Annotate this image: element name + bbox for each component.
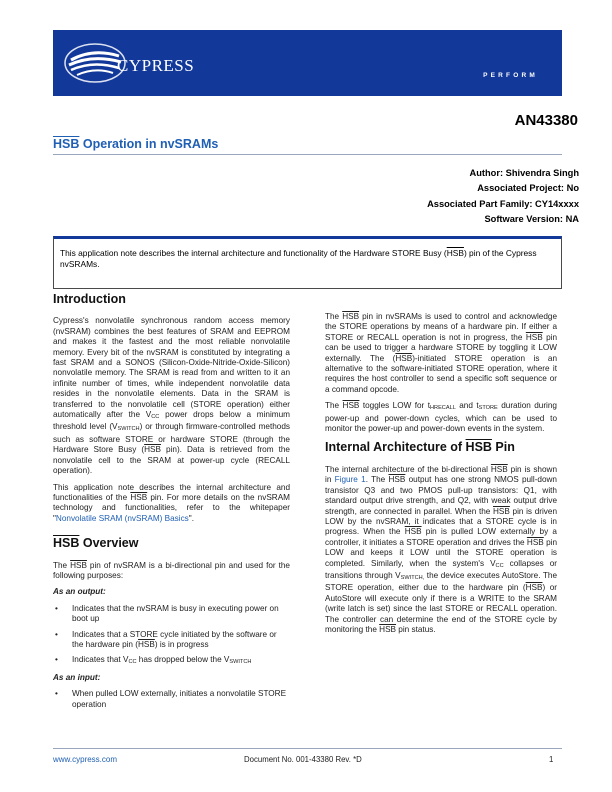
abstract-box <box>53 236 562 289</box>
footer-website-link[interactable]: www.cypress.com <box>53 755 118 764</box>
right-paragraph-2: The $\overline{HSB}$ toggles LOW for tHRECALL and tSTORE duration during power-up and power-down cycles, which can be used to monitor the power-up and power-down events in the system. <box>325 401 557 434</box>
app-note-number: AN43380 <box>514 112 578 129</box>
intro-paragraph-2: This application note describes the internal architecture and functionalities of the $\overline{HSB}$ pin. For more details on the nvSRAM technology and functionalities, refer to the whitepaper "Nonvolatile SRAM (nvSRAM) Basics". <box>53 482 290 523</box>
associated-part-family: Associated Part Family: CY14xxxx <box>427 198 579 209</box>
internal-architecture-heading: Internal Architecture of HSB Pin <box>325 440 515 455</box>
nvsram-basics-link[interactable]: Nonvolatile SRAM (nvSRAM) Basics <box>55 513 189 523</box>
overview-paragraph: The $\overline{HSB}$ pin of nvSRAM is a bi-directional pin and used for the following purposes: <box>53 560 290 580</box>
as-output-label: As an output: <box>53 587 106 597</box>
footer-document-number: Document No. 001-43380 Rev. *D <box>244 755 362 764</box>
abstract-hsb: $\overline{HSB}$ <box>446 248 464 258</box>
intro-paragraph-1: Cypress's nonvolatile synchronous random access memory (nvSRAM) combines the best features of SRAM and EEPROM and makes it the fastest and the most reliable nonvolatile memory. Every bit of the nvSRAM is constituted by integrating a fast SRAM and a SONOS (Silicon-Oxide-Nitride-Oxide-Silicon) nonvolatile memory. The SRAM is read from and written to it an infinite number of times, while independent nonvolatile data resides in the nonvolatile elements. Data in the SRAM is transferred to the nonvolatile cell (STORE operation) either automatically after the VCC power drops below a minimum threshold level (VSWITCH) or through firmware-controlled methods such as software STORE or hardware STORE (through the Hardware Store Busy ($\overline{HSB}$ pin). Data is retrieved from the nonvolatile cell to the SRAM at power-up cycle (RECALL operation). <box>53 316 290 476</box>
footer-divider <box>53 748 562 749</box>
input-list <box>53 689 290 710</box>
author-block <box>427 166 579 227</box>
page-number: 1 <box>549 755 554 764</box>
as-input-label: As an input: <box>53 672 101 682</box>
overview-heading: HSB Overview <box>53 536 139 551</box>
header-banner <box>53 30 562 96</box>
list-item: • Indicates that VCC has dropped below the VSWITCH <box>53 655 290 667</box>
output-list <box>53 604 290 668</box>
abstract-text-2: ) pin of the Cypress nvSRAMs. <box>60 248 537 269</box>
abstract-text-1: This application note describes the internal architecture and functionality of the Hardware STORE Busy ( <box>60 248 447 258</box>
list-item: • Indicates that a STORE cycle initiated by the software or the hardware pin $(\overline{HSB})$ is in progress <box>53 630 290 651</box>
document-title <box>53 137 218 151</box>
right-paragraph-1: The $\overline{HSB}$ pin in nvSRAMs is used to control and acknowledge the STORE operations by means of a hardware pin. If either a STORE or RECALL operation is not in progress, the $\overline{HSB}$ pin can be used to trigger a hardware STORE by toggling it LOW externally. The $(\overline{HSB})$-initiated STORE operation is an alternative to the software-initiated STORE operation, where it requires the host controller to send a specific soft sequence or a command opcode. <box>325 312 557 394</box>
tagline: PERFORM <box>483 72 538 79</box>
right-column <box>325 312 557 641</box>
figure-1-link[interactable]: Figure 1 <box>334 475 366 485</box>
title-rest: Operation in nvSRAMs <box>79 137 219 151</box>
list-item: • Indicates that the nvSRAM is busy in executing power on boot up <box>53 604 290 625</box>
software-version: Software Version: NA <box>484 213 579 224</box>
list-item: • When pulled LOW externally, initiates a nonvolatile STORE operation <box>53 689 290 710</box>
title-hsb: $\overline{HSB}$ <box>53 137 80 151</box>
brand-name: CYPRESS <box>117 56 195 75</box>
introduction-heading: Introduction <box>53 292 126 306</box>
left-column <box>53 294 290 715</box>
author: Author: Shivendra Singh <box>469 168 579 178</box>
right-paragraph-3: The internal architecture of the bi-directional $\overline{HSB}$ pin is shown in Figure 1. The $\overline{HSB}$ output has one strong NMOS pull-down transistor Q3 and two PMOS pull-up transistors: Q1, with standard output drive strength, and Q2, with weak output drive strength, are connected in parallel. When the $\overline{HSB}$ pin is driven LOW by the nvSRAM, it indicates that a STORE cycle is in progress. When the $\overline{HSB}$ pin is pulled LOW externally by a controller, it initiates a STORE operation and drives the $\overline{HSB}$ pin LOW and keeps it LOW until the STORE operation is completed. Similarly, when the system's VCC collapses or transitions through VSWITCH, the device executes AutoStore. The STORE operation, either due to the hardware pin $(\overline{HSB})$ or AutoStore will execute only if there is a WRITE to the SRAM (write latch is set) since the last STORE or RECALL operation. The controller can determine the end of the STORE cycle by monitoring the $\overline{HSB}$ pin status. <box>325 464 557 634</box>
associated-project: Associated Project: No <box>477 183 579 194</box>
title-divider <box>53 154 562 155</box>
